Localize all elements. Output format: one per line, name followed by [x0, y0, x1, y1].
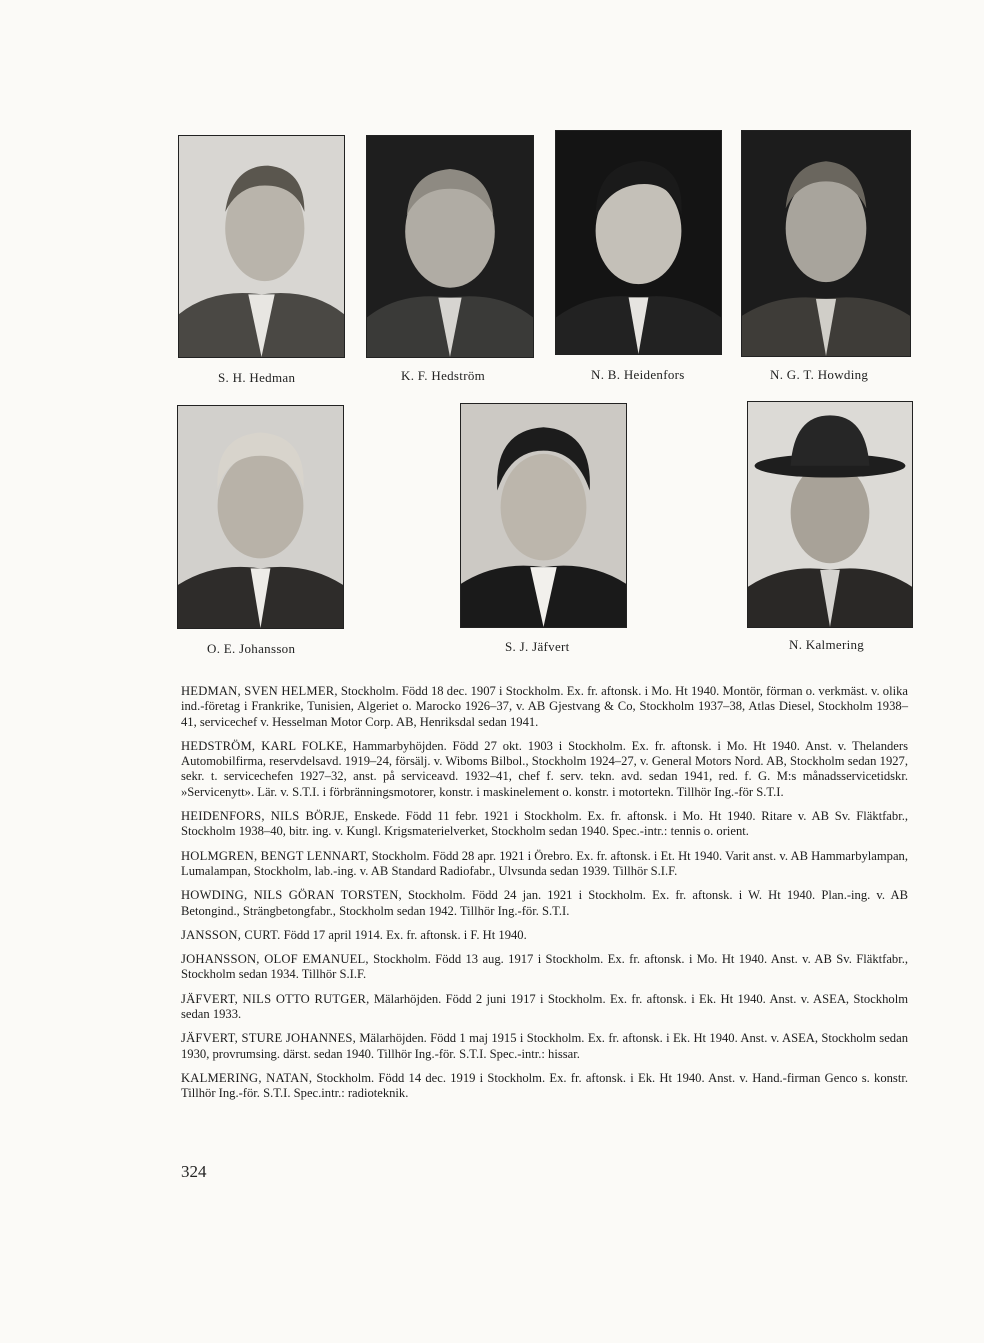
biography-text: Stockholm. Född 24 jan. 1921 i Stockholm. Ex. fr. aftonsk. i W. Ht 1940. Plan.-ing. v. AB Betongind., Strängbetongfabr., Stockholm sedan 1942. Tillhör Ing.-för. S.T.I. — [181, 888, 908, 918]
biography-text: Mälarhöjden. Född 2 juni 1917 i Stockholm. Ex. fr. aftonsk. i Ek. Ht 1940. Anst. v. ASEA, Stockholm sedan 1933. — [181, 991, 908, 1022]
portrait-photo-icon — [367, 136, 533, 357]
biography-text: Född 17 april 1914. Ex. fr. aftonsk. i F. Ht 1940. — [283, 927, 527, 942]
portrait-photo-hedstrom — [366, 135, 534, 358]
biography-name: HOWDING, NILS GÖRAN TORSTEN, — [181, 888, 402, 903]
biography-text: Stockholm. Född 13 aug. 1917 i Stockholm. Ex. fr. aftonsk. i Mo. Ht 1940. Anst. v. AB Sv. Fläktfabr., Stockholm sedan 1934. Tillhör S.I.F. — [181, 952, 909, 982]
biography-entry — [181, 1031, 908, 1062]
portrait-caption: N. Kalmering — [789, 637, 865, 652]
portrait-caption: O. E. Johansson — [207, 641, 296, 656]
page-number: 324 — [181, 1162, 207, 1181]
portrait-photo-johansson — [177, 405, 344, 629]
portrait-photo-icon — [461, 404, 626, 627]
portrait-photo-icon — [556, 131, 721, 354]
portrait-photo-icon — [179, 136, 344, 357]
biography-name: HEDMAN, SVEN HELMER, — [181, 684, 338, 698]
biography-name: JANSSON, CURT. — [181, 927, 281, 942]
portrait-photo-kalmering — [747, 401, 913, 628]
portrait-caption: S. J. Jäfvert — [505, 639, 570, 654]
biography-entry — [181, 1071, 908, 1102]
portrait-photo-howding — [741, 130, 911, 357]
biography-text: Stockholm. Född 14 dec. 1919 i Stockholm. Ex. fr. aftonsk. i Ek. Ht 1940. Anst. v. Hand.-firman Genco s. konstr. Tillhör Ing.-för. S.T.I. Spec.intr.: radioteknik. — [181, 1070, 908, 1101]
biography-entry — [181, 739, 908, 800]
biography-text: Stockholm. Född 18 dec. 1907 i Stockholm. Ex. fr. aftonsk. i Mo. Ht 1940. Montör, förman o. verkmäst. v. olika ind.-företag i Frankrike, Tunisien, Algeriet o. Marocko 1926–37, v. AB Gjestvang & Co, Stockholm 1937–38, Atlas Diesel, Stockholm 1938–41, servicechef v. Hesselman Motor Corp. AB, Henriksdal sedan 1941. — [181, 684, 908, 729]
portrait-photo-heidenfors — [555, 130, 722, 355]
portrait-photo-icon — [742, 131, 910, 356]
portrait-caption: K. F. Hedström — [401, 368, 486, 383]
biography-text: Enskede. Född 11 febr. 1921 i Stockholm. Ex. fr. aftonsk. i Mo. Ht 1940. Ritare v. AB Sv. Fläktfabr., Stockholm 1938–40, bitr. ing. v. Kungl. Krigsmaterielverket, Stockholm sedan 1940. Spec.-intr.: tennis o. orient. — [181, 809, 908, 839]
portrait-photo-jafvert — [460, 403, 627, 628]
biography-text: Hammarbyhöjden. Född 27 okt. 1903 i Stockholm. Ex. fr. aftonsk. i Mo. Ht 1940. Anst. v. Thelanders Automobilfirma, reservdelsavd. 1919–24, försälj. v. Wiboms Bilbol., Stockholm 1924–27, v. General Motors Nord. AB, Stockholm sedan 1927, sekr. t. servicechefen 1927–32, anst. på serviceavd. 1932–41, chef f. serv. tekn. avd. sedan 1941, red. f. G. M:s månadsservicetidskr. »Servicenytt». Lär. v. S.T.I. i förbränningsmotorer, konstr. i maskinelement o. konstr. i motortekn. Tillhör Ing.-för S.T.I. — [181, 738, 908, 799]
portrait-caption: S. H. Hedman — [218, 370, 296, 385]
biography-name: JOHANSSON, OLOF EMANUEL, — [181, 952, 369, 967]
biography-entry — [181, 849, 908, 880]
biography-name: KALMERING, NATAN, — [181, 1070, 313, 1085]
portrait-caption: N. B. Heidenfors — [591, 367, 685, 382]
biography-name: HEDSTRÖM, KARL FOLKE, — [181, 738, 347, 753]
portrait-photo-hedman — [178, 135, 345, 358]
biography-entry — [181, 928, 908, 943]
portrait-photo-icon — [748, 402, 912, 627]
biography-text: Stockholm. Född 28 apr. 1921 i Örebro. Ex. fr. aftonsk. i Et. Ht 1940. Varit anst. v. AB Hammarbylampan, Lumalampan, Stockholm, lab.-ing. v. AB Standard Radiofabr., Ulvsunda sedan 1939. Tillhör S.I.F. — [181, 848, 909, 878]
biography-name: HEIDENFORS, NILS BÖRJE, — [181, 809, 349, 824]
biography-entry — [181, 952, 908, 983]
biography-text: Mälarhöjden. Född 1 maj 1915 i Stockholm. Ex. fr. aftonsk. i Ek. Ht 1940. Anst. v. ASEA, Stockholm sedan 1930, provrumsing. därst. sedan 1940. Tillhör Ing.-för. S.T.I. Spec.-intr.: hissar. — [181, 1031, 908, 1061]
biography-entry — [181, 992, 908, 1023]
biography-entry — [181, 809, 908, 840]
biography-name: HOLMGREN, BENGT LENNART, — [181, 848, 369, 863]
biography-entry — [181, 684, 908, 730]
biography-entry — [181, 888, 908, 919]
portrait-photo-icon — [178, 406, 343, 628]
biography-list — [181, 684, 908, 1111]
portrait-caption: N. G. T. Howding — [770, 367, 869, 382]
biography-name: JÄFVERT, NILS OTTO RUTGER, — [181, 991, 370, 1006]
biography-name: JÄFVERT, STURE JOHANNES, — [181, 1031, 356, 1046]
